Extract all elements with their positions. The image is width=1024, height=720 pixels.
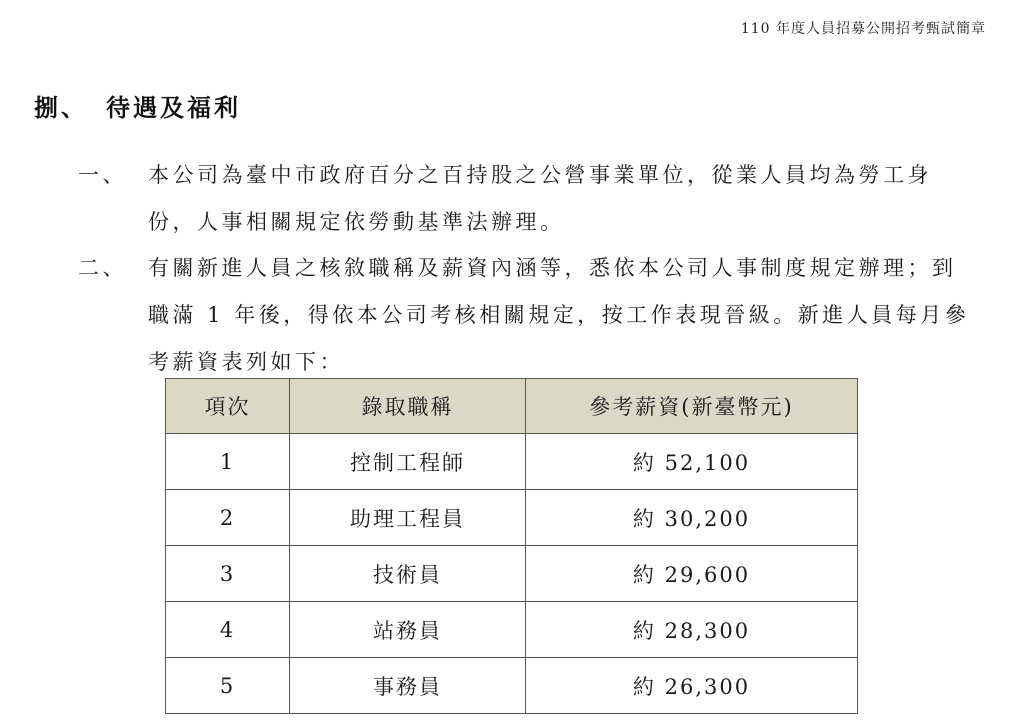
row-no: 5 xyxy=(166,658,290,714)
header-job-title: 錄取職稱 xyxy=(290,379,526,434)
table-row xyxy=(166,546,858,602)
row-salary: 約 52,100 xyxy=(526,434,858,490)
section-number: 捌、 xyxy=(34,93,88,122)
row-job-title: 控制工程師 xyxy=(290,434,526,490)
row-job-title: 站務員 xyxy=(290,602,526,658)
table-header-row xyxy=(166,379,858,434)
table-row xyxy=(166,658,858,714)
paragraph-2-marker: 二、 xyxy=(78,256,127,280)
paragraph-1 xyxy=(78,152,978,246)
row-job-title: 助理工程員 xyxy=(290,490,526,546)
header-item-no: 項次 xyxy=(166,379,290,434)
row-job-title: 事務員 xyxy=(290,658,526,714)
row-salary: 約 26,300 xyxy=(526,658,858,714)
header-salary: 參考薪資(新臺幣元) xyxy=(526,379,858,434)
row-no: 2 xyxy=(166,490,290,546)
salary-table xyxy=(165,378,858,714)
paragraph-2 xyxy=(78,245,978,386)
paragraph-1-marker: 一、 xyxy=(78,163,127,187)
row-salary: 約 28,300 xyxy=(526,602,858,658)
section-title: 待遇及福利 xyxy=(106,93,241,122)
row-salary: 約 29,600 xyxy=(526,546,858,602)
paragraph-1-text: 本公司為臺中市政府百分之百持股之公營事業單位，從業人員均為勞工身份，人事相關規定依勞動基準法辦理。 xyxy=(148,163,932,234)
table-row xyxy=(166,602,858,658)
paragraph-2-text: 有關新進人員之核敘職稱及薪資內涵等，悉依本公司人事制度規定辦理；到職滿 1 年後，得依本公司考核相關規定，按工作表現晉級。新進人員每月參考薪資表列如下： xyxy=(148,256,970,374)
row-no: 1 xyxy=(166,434,290,490)
row-job-title: 技術員 xyxy=(290,546,526,602)
row-no: 4 xyxy=(166,602,290,658)
row-salary: 約 30,200 xyxy=(526,490,858,546)
section-heading xyxy=(34,88,241,123)
row-no: 3 xyxy=(166,546,290,602)
document-header: 110 年度人員招募公開招考甄試簡章 xyxy=(740,21,986,37)
table-row xyxy=(166,490,858,546)
table-row xyxy=(166,434,858,490)
